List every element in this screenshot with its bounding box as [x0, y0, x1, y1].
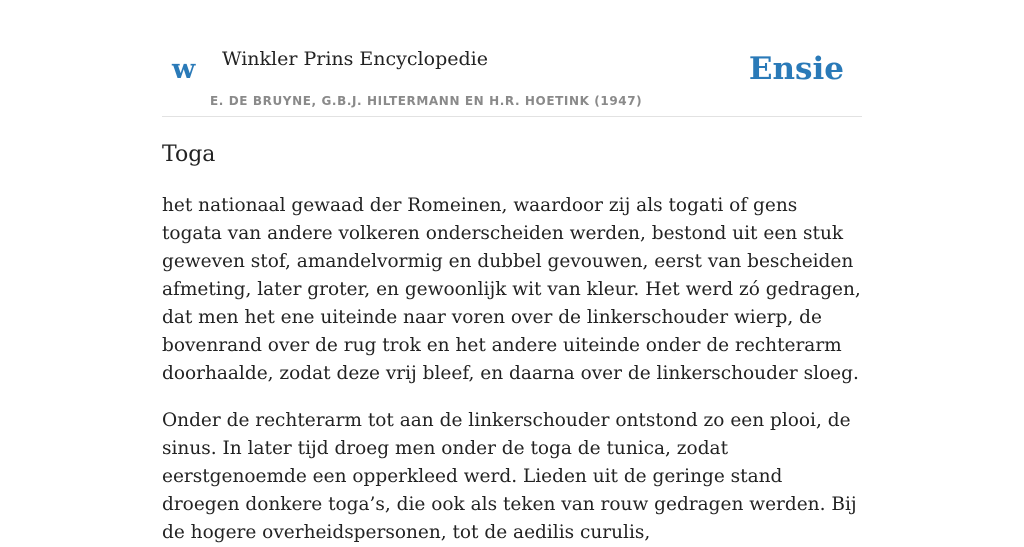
source-authors: E. DE BRUYNE, G.B.J. HILTERMANN EN H.R. HOETINK (1947): [210, 94, 643, 108]
article-paragraph: het nationaal gewaad der Romeinen, waardoor zij als togati of gens togata van andere volkeren onderscheiden werden, bestond uit een stuk geweven stof, amandelvormig en dubbel gevouwen, eerst van bescheiden afmeting, later groter, en gewoonlijk wit van kleur. Het werd zó gedragen, dat men het ene uiteinde naar voren over de linkerschouder wierp, de bovenrand over de rug trok en het andere uiteinde onder de rechterarm doorhaalde, zodat deze vrij bleef, en daarna over de linkerschouder sloeg.: [162, 195, 861, 384]
encyclopedia-logo[interactable]: w: [172, 54, 196, 85]
article-title: Toga: [162, 142, 216, 167]
article-paragraph: Onder de rechterarm tot aan de linkerschouder ontstond zo een plooi, de sinus. In later tijd droeg men onder de toga de tunica, zodat eerstgenoemde een opperkleed werd. Lieden uit de geringe stand droegen donkere toga’s, die ook als teken van rouw gedragen werden. Bij de hogere overheidspersonen, tot de aedilis curulis,: [162, 410, 857, 543]
source-header: [162, 0, 862, 117]
ensie-brand-logo[interactable]: Ensie: [748, 51, 844, 87]
source-title[interactable]: Winkler Prins Encyclopedie: [222, 48, 488, 70]
page-container: [162, 0, 862, 543]
